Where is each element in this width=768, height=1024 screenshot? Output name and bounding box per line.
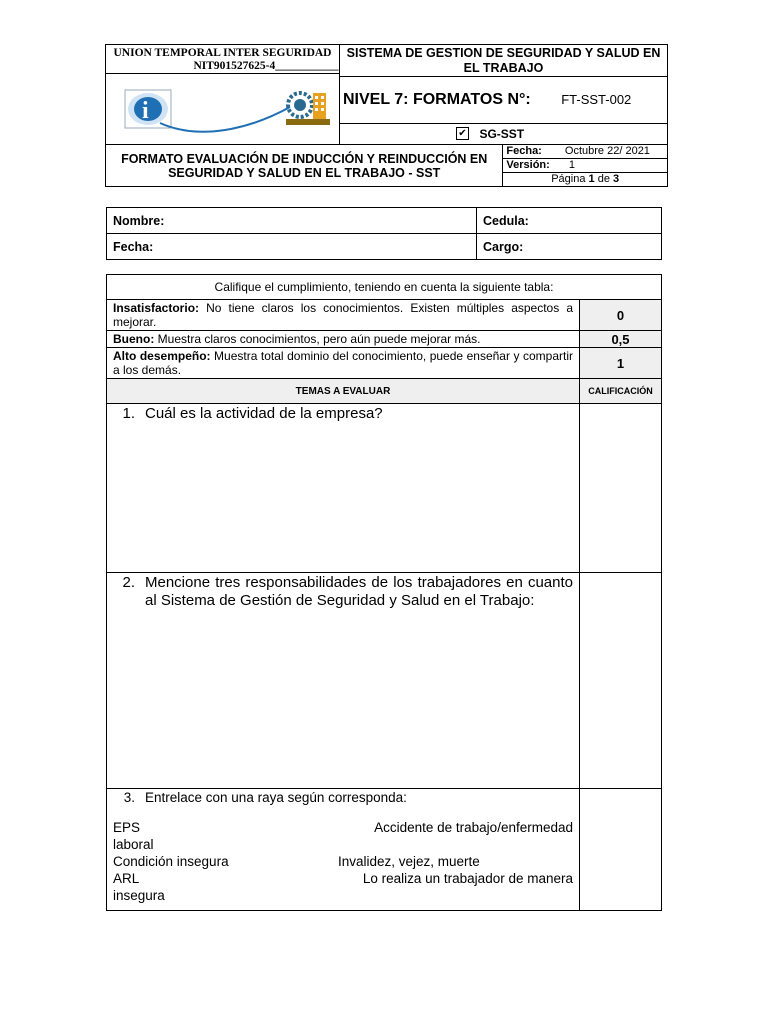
page-current: 1	[588, 173, 595, 185]
level-score: 0,5	[580, 331, 662, 348]
person-info-table	[106, 207, 662, 260]
topics-header	[107, 379, 580, 404]
match-left: ARL	[113, 871, 140, 886]
level-label: NIVEL 7: FORMATOS N°:	[343, 91, 531, 108]
nit-value: NIT901527625-4	[193, 60, 276, 72]
grade-header-text: CALIFICACIÓN	[588, 385, 653, 396]
match-continuation: insegura	[113, 888, 165, 903]
question-number: 3.	[123, 790, 135, 805]
format-code: FT-SST-002	[561, 92, 632, 107]
form-title: FORMATO EVALUACIÓN DE INDUCCIÓN Y REINDUCCIÓN EN SEGURIDAD Y SALUD EN EL TRABAJO - SST	[121, 151, 488, 180]
level-name: Alto desempeño:	[113, 349, 211, 363]
page-total: 3	[613, 173, 620, 185]
grade-cell[interactable]	[580, 404, 662, 573]
form-title-cell	[106, 145, 503, 187]
level-row	[107, 331, 580, 348]
match-left: EPS	[113, 820, 141, 835]
level-description: No tiene claros los conocimientos. Existen múltiples aspectos a mejorar.	[113, 301, 573, 329]
version-value: 1	[568, 159, 575, 171]
match-right: Accidente de trabajo/enfermedad	[374, 820, 573, 835]
level-row	[107, 300, 580, 331]
topics-header-text: TEMAS A EVALUAR	[295, 385, 391, 397]
company-nit: NIT901527625-4___________	[106, 60, 338, 74]
sgsst-label: SG-SST	[479, 127, 525, 141]
company-logo	[120, 89, 340, 137]
cedula-field[interactable]	[477, 208, 662, 234]
match-row	[113, 819, 573, 853]
level-name: Bueno:	[113, 332, 155, 346]
fecha-cell	[503, 145, 668, 159]
version-label: Versión:	[506, 159, 550, 171]
question-text: Cuál es la actividad de la empresa?	[145, 405, 383, 422]
level-cell	[340, 77, 668, 124]
page-cell	[503, 173, 668, 187]
level-score: 1	[580, 348, 662, 379]
nombre-label: Nombre:	[113, 213, 165, 228]
fecha-label: Fecha:	[506, 145, 542, 157]
level-name: Insatisfactorio:	[113, 301, 200, 315]
evaluation-table	[106, 274, 662, 911]
fecha-value: Octubre 22/ 2021	[564, 145, 650, 157]
grade-cell[interactable]	[580, 573, 662, 789]
company-name: UNION TEMPORAL INTER SEGURIDAD	[113, 47, 332, 59]
instructions	[107, 275, 662, 300]
question-row	[107, 573, 580, 789]
system-title-cell	[340, 45, 668, 77]
cedula-label: Cedula:	[483, 213, 529, 228]
fecha-person-label: Fecha:	[113, 239, 154, 254]
version-cell	[503, 159, 668, 173]
match-continuation: laboral	[113, 837, 154, 852]
instructions-text: Califique el cumplimiento, teniendo en cuenta la siguiente tabla:	[214, 280, 554, 294]
match-row	[113, 853, 573, 870]
cargo-field[interactable]	[477, 234, 662, 260]
match-right: Lo realiza un trabajador de manera	[362, 871, 573, 886]
fecha-field[interactable]	[107, 234, 477, 260]
level-description: Muestra total dominio del conocimiento, puede enseñar y compartir a los demás.	[113, 349, 573, 377]
question-row	[107, 789, 580, 911]
grade-cell[interactable]	[580, 789, 662, 911]
question-text: Mencione tres responsabilidades de los trabajadores en cuanto al Sistema de Gestión de Seguridad y Salud en el Trabajo:	[145, 574, 573, 609]
question-row	[107, 404, 580, 573]
company-cell	[106, 45, 340, 145]
level-row	[107, 348, 580, 379]
page-word: Página	[551, 173, 586, 185]
document-header	[105, 44, 668, 187]
sgsst-cell	[340, 124, 668, 145]
match-left: Condición insegura	[113, 854, 229, 869]
cargo-label: Cargo:	[483, 239, 524, 254]
match-row	[113, 870, 573, 904]
question-number: 1.	[122, 405, 135, 422]
level-description: Muestra claros conocimientos, pero aún puede mejorar más.	[157, 332, 481, 346]
question-number: 2.	[122, 574, 135, 591]
grade-header	[580, 379, 662, 404]
svg-text:i: i	[142, 98, 149, 124]
system-title: SISTEMA DE GESTION DE SEGURIDAD Y SALUD EN EL TRABAJO	[346, 46, 661, 75]
question-text: Entrelace con una raya según corresponda:	[145, 790, 407, 805]
sgsst-checkbox[interactable]: ✔	[456, 127, 469, 140]
nombre-field[interactable]	[107, 208, 477, 234]
page-of: de	[597, 173, 610, 185]
level-score: 0	[580, 300, 662, 331]
match-right: Invalidez, vejez, muerte	[338, 854, 480, 869]
